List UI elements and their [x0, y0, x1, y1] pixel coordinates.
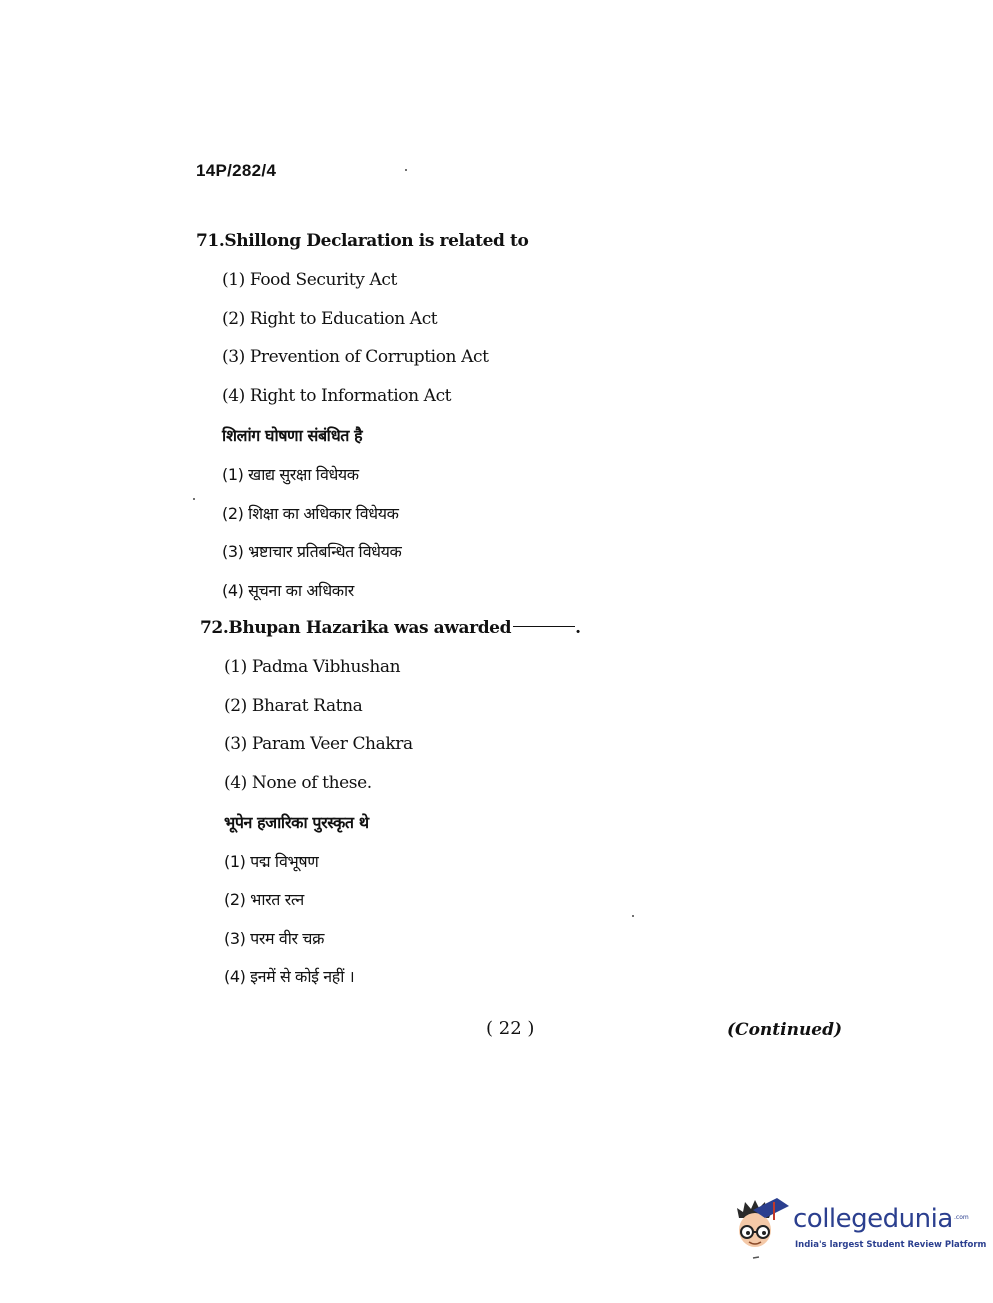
scan-speck: [193, 498, 195, 500]
page-code: 14P/282/4: [196, 161, 277, 180]
question-72-option-4: (4) None of these.: [224, 773, 372, 793]
question-number: 71.: [196, 231, 225, 251]
scan-speck: [405, 169, 407, 171]
question-72-hindi-option-2: (2) भारत रत्न: [224, 890, 304, 909]
answer-blank: [513, 626, 575, 627]
logo-wordmark: collegedunia: [793, 1204, 953, 1234]
question-stem: Bhupan Hazarika was awarded: [228, 618, 512, 638]
question-71-option-3: (3) Prevention of Corruption Act: [222, 347, 489, 367]
question-71-option-4: (4) Right to Information Act: [222, 386, 452, 406]
question-71-hindi-option-4: (4) सूचना का अधिकार: [222, 581, 354, 600]
question-71-text: [196, 231, 528, 251]
question-71-option-2: (2) Right to Education Act: [222, 309, 438, 329]
question-71-hindi-option-2: (2) शिक्षा का अधिकार विधेयक: [222, 504, 399, 523]
question-number: 72.: [200, 618, 229, 638]
mascot-icon: [733, 1196, 789, 1262]
question-72-option-1: (1) Padma Vibhushan: [224, 657, 401, 677]
continued-label: (Continued): [727, 1020, 843, 1040]
question-stem: Shillong Declaration is related to: [224, 231, 529, 251]
page-number: ( 22 ): [486, 1018, 535, 1039]
question-stem-end: .: [575, 618, 581, 638]
question-71-hindi-option-3: (3) भ्रष्टाचार प्रतिबन्धित विधेयक: [222, 542, 402, 561]
question-71-hindi-option-1: (1) खाद्य सुरक्षा विधेयक: [222, 465, 359, 484]
question-72-option-3: (3) Param Veer Chakra: [224, 734, 413, 754]
question-72-option-2: (2) Bharat Ratna: [224, 696, 363, 716]
question-72-hindi-text: भूपेन हजारिका पुरस्कृत थे: [224, 813, 369, 832]
collegedunia-logo: [733, 1196, 987, 1266]
question-71-hindi-text: शिलांग घोषणा संबंधित है: [222, 426, 363, 445]
question-72-hindi-option-3: (3) परम वीर चक्र: [224, 929, 324, 948]
logo-tagline: India's largest Student Review Platform: [795, 1240, 987, 1250]
question-71-option-1: (1) Food Security Act: [222, 270, 397, 290]
question-72-hindi-option-1: (1) पद्म विभूषण: [224, 852, 319, 871]
question-72-text: [200, 618, 581, 638]
scan-speck: [632, 915, 634, 917]
logo-domain: .com: [954, 1214, 969, 1221]
question-72-hindi-option-4: (4) इनमें से कोई नहीं ।: [224, 967, 355, 986]
